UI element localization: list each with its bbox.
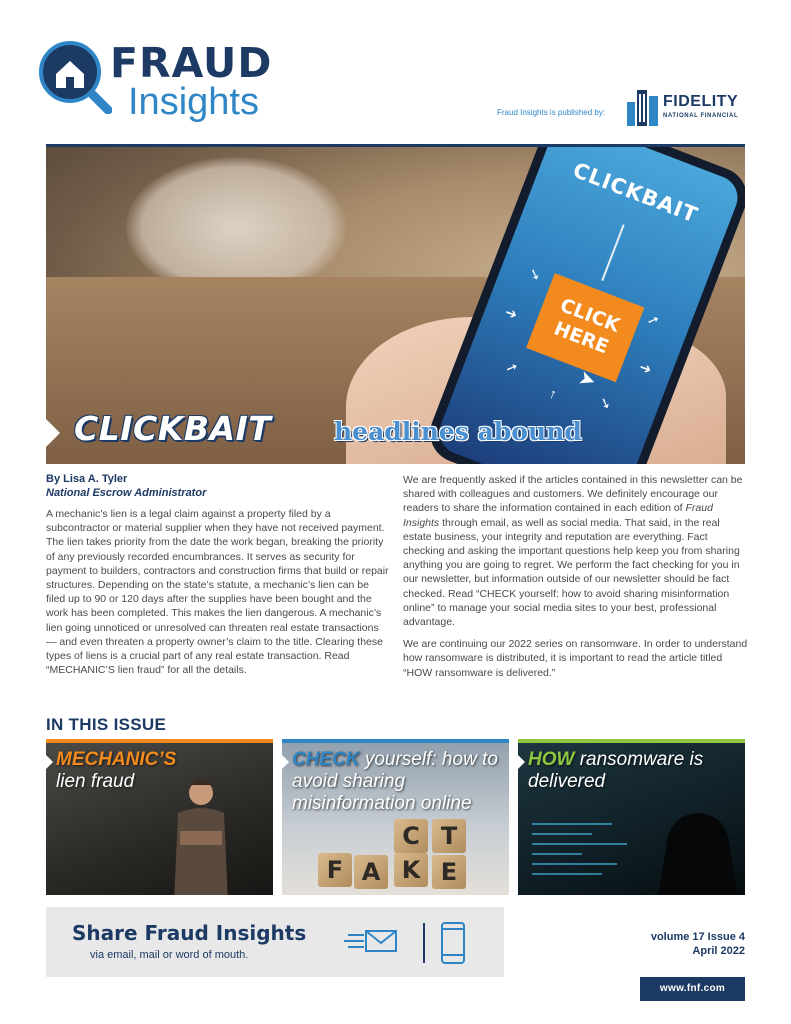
- hero-image: [46, 144, 745, 464]
- article-left-column: [46, 507, 391, 677]
- phone-click-here-button: CLICK HERE: [526, 273, 644, 382]
- logo-word-fraud: FRAUD: [110, 39, 273, 87]
- paragraph-text: through email, as well as social media. That said, in the real estate business, your integrity and reputation are everything. Fact checking and asking the important questions help keep you from sharing anything you are going to regret. We perform the fact checking for you in our newsletter, but information outside of our newsletter should be fact checked. Read “CHECK yourself: how to avoid sharing misinformation online” to manage your social media sites to your best, professional advantage.: [403, 516, 740, 629]
- headline-subtext: headlines abound: [334, 417, 582, 446]
- code-line: [532, 833, 592, 835]
- article-paragraph: We are continuing our 2022 series on ransomware. In order to understand how ransomware is distributed, it is important to read the article titled “HOW ransomware is delivered.”: [403, 638, 748, 679]
- arrow-icon: ➔: [503, 303, 520, 323]
- cursor-arrow-icon: ➤: [575, 366, 599, 394]
- fidelity-subtitle: NATIONAL FINANCIAL: [663, 113, 739, 119]
- letter-block: T: [432, 819, 466, 853]
- author-role: National Escrow Administrator: [46, 487, 207, 499]
- arrow-icon: ↑: [546, 384, 560, 403]
- card-title-lead: CHECK: [292, 749, 360, 770]
- code-line: [532, 873, 602, 875]
- article-paragraph: A mechanic’s lien is a legal claim against a property filed by a subcontractor or material supplier when they have not received payment. The lien takes priority from the date the work began, breaking the priority of any previously recorded encumbrances. It serves as security for payment to builders, contractors and construction firms that build or repair structures. Depending on the state’s statute, a mechanic’s lien can be filed up to 90 or 120 days after the supplies have been bought and the work has been completed. This makes the lien dangerous. A mechanic’s lien going unnoticed or unresolved can threaten real estate transactions — and even threaten a property owner’s claim to the title. Clearing these types of liens is a crucial part of any real estate transaction. Read “MECHANIC’S lien fraud” for all the details.: [46, 508, 389, 677]
- paragraph-text: We are frequently asked if the articles contained in this newsletter can be shared with colleagues and customers. We definitely encourage our readers to share the information contained in each edition of: [403, 474, 743, 515]
- share-icons: [344, 921, 484, 965]
- code-line: [532, 863, 617, 865]
- card-title: [56, 749, 271, 793]
- mail-envelope-icon: [344, 931, 396, 951]
- fidelity-building-icon: [625, 84, 661, 126]
- headline-marker-icon: [46, 419, 60, 447]
- arrow-icon: ➚: [503, 357, 521, 377]
- card-marker-icon: [282, 755, 289, 769]
- article-right-column: [403, 473, 748, 680]
- issue-card-mechanics-lien[interactable]: [46, 739, 273, 895]
- card-marker-icon: [518, 755, 525, 769]
- card-title-lead: MECHANIC’S: [56, 749, 177, 770]
- card-title: [292, 749, 507, 815]
- code-line: [532, 823, 612, 825]
- letter-block: K: [394, 853, 428, 887]
- card-title-lead: HOW: [528, 749, 575, 770]
- headline-clickbait: CLICKBAIT: [74, 409, 272, 448]
- arrow-icon: ➘: [526, 264, 544, 284]
- fraud-insights-logo: [38, 38, 288, 128]
- card-title: [528, 749, 743, 793]
- issue-date: April 2022: [692, 945, 745, 957]
- letter-block: F: [318, 853, 352, 887]
- fact-fake-blocks: [318, 823, 478, 893]
- fish-hook-icon: [601, 224, 624, 281]
- letter-block: E: [432, 855, 466, 889]
- mobile-phone-icon: [442, 923, 464, 963]
- arrow-icon: ➘: [597, 393, 614, 413]
- phone-clickbait-title: CLICKBAIT: [569, 157, 702, 228]
- arrow-icon: ➚: [645, 310, 662, 330]
- hooded-hacker-image: [658, 809, 738, 895]
- magnifier-house-icon: [38, 40, 112, 114]
- hero-headline: [46, 403, 745, 463]
- fidelity-name: FIDELITY: [663, 93, 739, 110]
- in-this-issue-heading: IN THIS ISSUE: [46, 715, 167, 734]
- website-link[interactable]: www.fnf.com: [640, 977, 745, 1001]
- hero-cup: [126, 157, 346, 297]
- article-paragraph: [403, 473, 748, 629]
- arrow-icon: ➔: [637, 358, 655, 378]
- card-title-rest: yourself: how to avoid sharing misinformation online: [292, 749, 498, 814]
- card-marker-icon: [46, 755, 53, 769]
- publication-name: Fraud Insights: [403, 502, 713, 529]
- letter-block: A: [354, 855, 388, 889]
- logo-word-insights: Insights: [128, 81, 259, 123]
- share-subtitle: via email, mail or word of mouth.: [90, 949, 249, 961]
- fidelity-logo: [625, 84, 745, 128]
- issue-card-how-ransomware[interactable]: [518, 739, 745, 895]
- card-title-rest: lien fraud: [56, 771, 135, 792]
- letter-block: C: [394, 819, 428, 853]
- code-line: [532, 843, 627, 845]
- issue-card-check-yourself[interactable]: [282, 739, 509, 895]
- share-banner: [46, 907, 504, 977]
- issue-info: [651, 930, 745, 958]
- publisher-note: Fraud Insights is published by:: [497, 108, 606, 117]
- share-title: Share Fraud Insights: [72, 921, 307, 945]
- code-line: [532, 853, 582, 855]
- card-title-rest: ransomware is delivered: [528, 749, 704, 792]
- author-byline: By Lisa A. Tyler: [46, 473, 128, 485]
- volume-label: volume 17 Issue 4: [650, 931, 745, 943]
